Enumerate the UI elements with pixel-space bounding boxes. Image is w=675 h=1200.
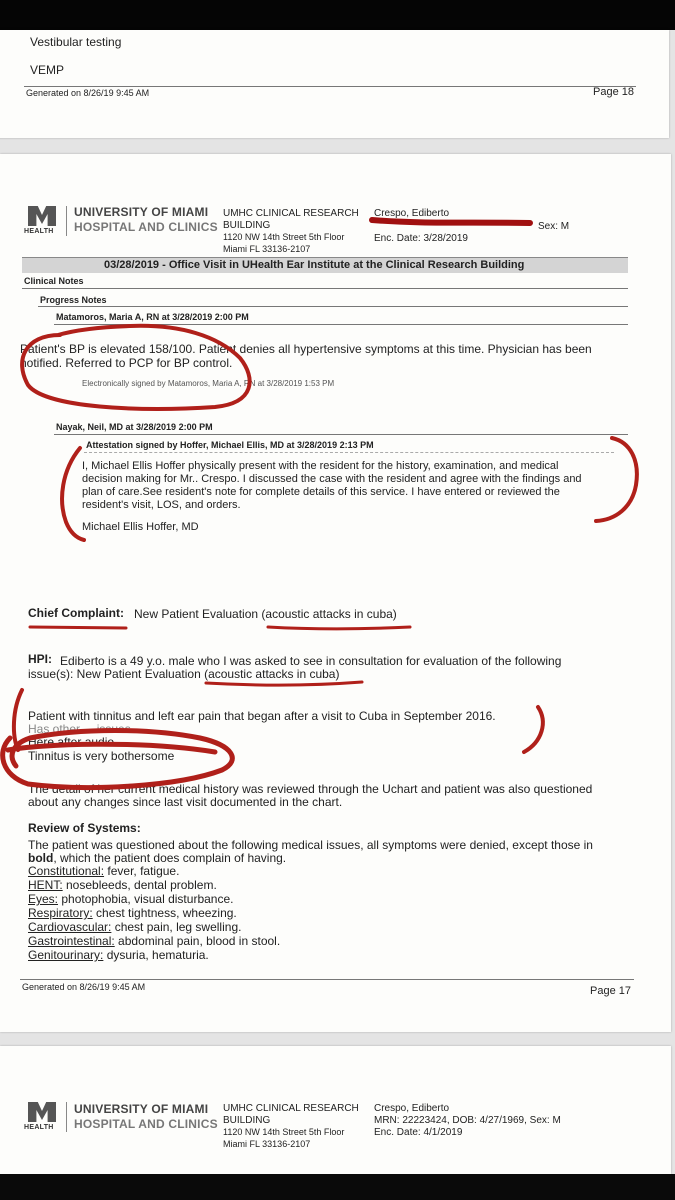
- ros-intro2-rest: , which the patient does complain of having.: [53, 851, 287, 865]
- ros-item-label: Genitourinary:: [28, 948, 104, 962]
- logo-mark: [28, 206, 56, 226]
- ros-item: [28, 921, 241, 935]
- um-logo: [24, 1102, 60, 1134]
- ros-item-text: dysuria, hematuria.: [103, 948, 209, 962]
- dept-line1: UMHC CLINICAL RESEARCH: [223, 208, 359, 219]
- chief-complaint-label: Chief Complaint:: [28, 606, 124, 620]
- ros-item-text: fever, fatigue.: [104, 864, 180, 878]
- note1-line1: Patient's BP is elevated 158/100. Patient denies all hypertensive symptoms at this time. Physician has been: [20, 342, 592, 356]
- clinical-notes-rule: [22, 288, 628, 289]
- narrative-line2: Has other ... issues.: [28, 722, 135, 736]
- page-18: [0, 30, 669, 138]
- generated-on: Generated on 8/26/19 9:45 AM: [26, 88, 150, 98]
- footer-rule: [20, 979, 634, 980]
- ros-item: [28, 949, 209, 963]
- ros-item-text: abdominal pain, blood in stool.: [114, 934, 281, 948]
- ros-item-text: nosebleeds, dental problem.: [62, 878, 217, 892]
- note1-line2: notified. Referred to PCP for BP control.: [20, 356, 233, 370]
- ros-item: [28, 865, 179, 879]
- visit-title: 03/28/2019 - Office Visit in UHealth Ear Institute at the Clinical Research Building: [104, 259, 525, 271]
- page-number: Page 18: [593, 86, 634, 98]
- clinical-notes-heading: Clinical Notes: [24, 276, 84, 286]
- dept-line1: UMHC CLINICAL RESEARCH: [223, 1103, 359, 1114]
- university-name: UNIVERSITY OF MIAMI: [74, 1102, 209, 1116]
- logo-health: HEALTH: [24, 228, 54, 235]
- dept-line2: BUILDING: [223, 220, 271, 231]
- logo-divider: [66, 206, 67, 236]
- patient-mrn: MRN: 22223424, DOB: 4/27/1969, Sex: M: [374, 1115, 561, 1126]
- narrative-line5: The detail of her current medical history was reviewed through the Uchart and patient was also questioned: [28, 782, 593, 796]
- hpi-label: HPI:: [28, 652, 52, 666]
- dept-line2: BUILDING: [223, 1115, 271, 1126]
- address-line1: 1120 NW 14th Street 5th Floor: [223, 1127, 345, 1137]
- page-number: Page 17: [590, 985, 631, 997]
- ros-item-text: chest pain, leg swelling.: [111, 920, 242, 934]
- text-vemp: VEMP: [30, 63, 65, 77]
- page-next: [0, 1046, 671, 1174]
- status-bar: [0, 0, 675, 30]
- ros-item-text: chest tightness, wheezing.: [92, 906, 237, 920]
- attestation-signature: Michael Ellis Hoffer, MD: [82, 521, 199, 533]
- encounter-date: Enc. Date: 4/1/2019: [374, 1127, 463, 1138]
- ros-item: [28, 893, 233, 907]
- logo-divider: [66, 1102, 67, 1132]
- ros-intro1: The patient was questioned about the following medical issues, all symptoms were denied, except those in: [28, 838, 593, 852]
- patient-name: Crespo, Ediberto: [374, 1103, 450, 1114]
- ros-item-label: Respiratory:: [28, 906, 93, 920]
- patient-sex: Sex: M: [538, 221, 570, 232]
- ros-item-label: Constitutional:: [28, 864, 105, 878]
- ros-item: [28, 935, 280, 949]
- attestation-line3: plan of care.See resident's note for complete details of this service. I have entered or reviewed the: [82, 486, 560, 498]
- note1-rule: [54, 324, 628, 325]
- narrative-line6: about any changes since last visit documented in the chart.: [28, 795, 343, 809]
- page-17: [0, 154, 671, 1032]
- narrative-line4: Tinnitus is very bothersome: [28, 749, 175, 763]
- generated-on: Generated on 8/26/19 9:45 AM: [22, 982, 146, 992]
- address-line1: 1120 NW 14th Street 5th Floor: [223, 232, 345, 242]
- encounter-date: Enc. Date: 3/28/2019: [374, 233, 468, 244]
- attestation-line4: resident's visit, LOS, and orders.: [82, 499, 241, 511]
- note1-signed: Electronically signed by Matamoros, Maria A, RN at 3/28/2019 1:53 PM: [82, 379, 335, 388]
- um-logo: [24, 206, 60, 238]
- attestation-line1: I, Michael Ellis Hoffer physically present with the resident for the history, examination, and medical: [82, 460, 559, 472]
- logo-mark: [28, 1102, 56, 1122]
- hospital-name: HOSPITAL AND CLINICS: [74, 220, 218, 234]
- ros-item: [28, 907, 237, 921]
- note2-author: Nayak, Neil, MD at 3/28/2019 2:00 PM: [56, 422, 213, 432]
- address-line2: Miami FL 33136-2107: [223, 244, 311, 254]
- hpi-line1: Ediberto is a 49 y.o. male who I was asked to see in consultation for evaluation of the following: [60, 654, 562, 668]
- patient-name: Crespo, Ediberto: [374, 208, 450, 219]
- ros-item-label: Gastrointestinal:: [28, 934, 115, 948]
- narrative-line3: Here after audio.: [28, 735, 118, 749]
- attestation-label: Attestation signed by Hoffer, Michael Ellis, MD at 3/28/2019 2:13 PM: [86, 440, 374, 450]
- ros-item-label: Cardiovascular:: [28, 920, 112, 934]
- progress-notes-heading: Progress Notes: [40, 295, 107, 305]
- ros-item-label: HENT:: [28, 878, 63, 892]
- note1-author: Matamoros, Maria A, RN at 3/28/2019 2:00 PM: [56, 312, 249, 322]
- progress-notes-rule: [38, 306, 628, 307]
- ros-item-label: Eyes:: [28, 892, 59, 906]
- address-line2: Miami FL 33136-2107: [223, 1139, 311, 1149]
- ros-item-text: photophobia, visual disturbance.: [58, 892, 234, 906]
- hospital-name: HOSPITAL AND CLINICS: [74, 1117, 218, 1131]
- footer-rule: [24, 86, 636, 87]
- note2-rule: [54, 434, 628, 435]
- text-vestibular: Vestibular testing: [30, 35, 122, 49]
- hpi-line2: issue(s): New Patient Evaluation (acoustic attacks in cuba): [28, 667, 340, 681]
- chief-complaint-text: New Patient Evaluation (acoustic attacks in cuba): [134, 607, 397, 621]
- attestation-line2: decision making for Mr.. Crespo. I discussed the case with the resident and agree with the findings and: [82, 473, 582, 485]
- ros-item: [28, 879, 217, 893]
- attestation-rule: [84, 452, 614, 453]
- ros-bold-word: bold: [28, 851, 54, 865]
- ros-heading: Review of Systems:: [28, 821, 141, 835]
- logo-health: HEALTH: [24, 1124, 54, 1131]
- narrative-line1: Patient with tinnitus and left ear pain that began after a visit to Cuba in September 2016.: [28, 709, 496, 723]
- university-name: UNIVERSITY OF MIAMI: [74, 205, 209, 219]
- bottom-bar: [0, 1174, 675, 1200]
